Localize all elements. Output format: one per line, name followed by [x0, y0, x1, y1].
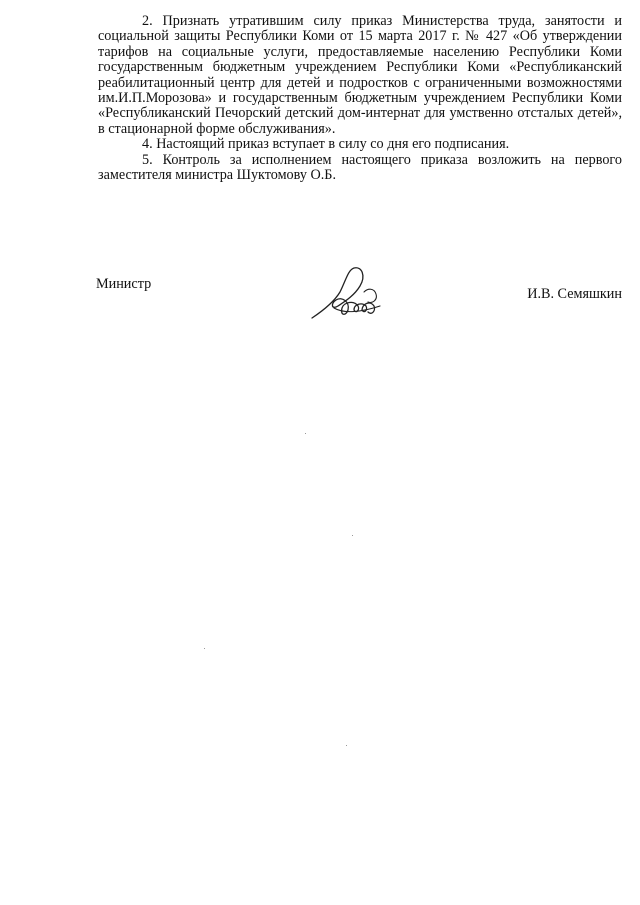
signature-block [96, 276, 622, 336]
order-body [98, 14, 622, 183]
signatory-name: И.В. Семяшкин [527, 286, 622, 302]
handwritten-signature [304, 262, 388, 324]
scan-speck [204, 648, 205, 649]
scan-speck [346, 745, 347, 746]
signatory-title: Министр [96, 276, 152, 292]
scan-speck [352, 535, 353, 536]
paragraph-2-repeal: 2. Признать утратившим силу приказ Министерства труда, занятости и социальной защиты Республики Коми от 15 марта 2017 г. № 427 «Об утверждении тарифов на социальные услуги, предоставляемые населению Республики Коми государственным бюджетным учреждением Республики Коми «Республиканский реабилитационный центр для детей и подростков с ограниченными возможностями им.И.П.Морозова» и государственным бюджетным учреждением Республики Коми «Республиканский Печорский детский дом-интернат для умственно отсталых детей», в стационарной форме обслуживания». [98, 13, 622, 137]
paragraph-5-control: 5. Контроль за исполнением настоящего приказа возложить на первого заместителя министра Шуктомову О.Б. [98, 151, 622, 184]
scan-speck [305, 433, 306, 434]
paragraph-4-effective-date: 4. Настоящий приказ вступает в силу со дня его подписания. [142, 136, 510, 153]
